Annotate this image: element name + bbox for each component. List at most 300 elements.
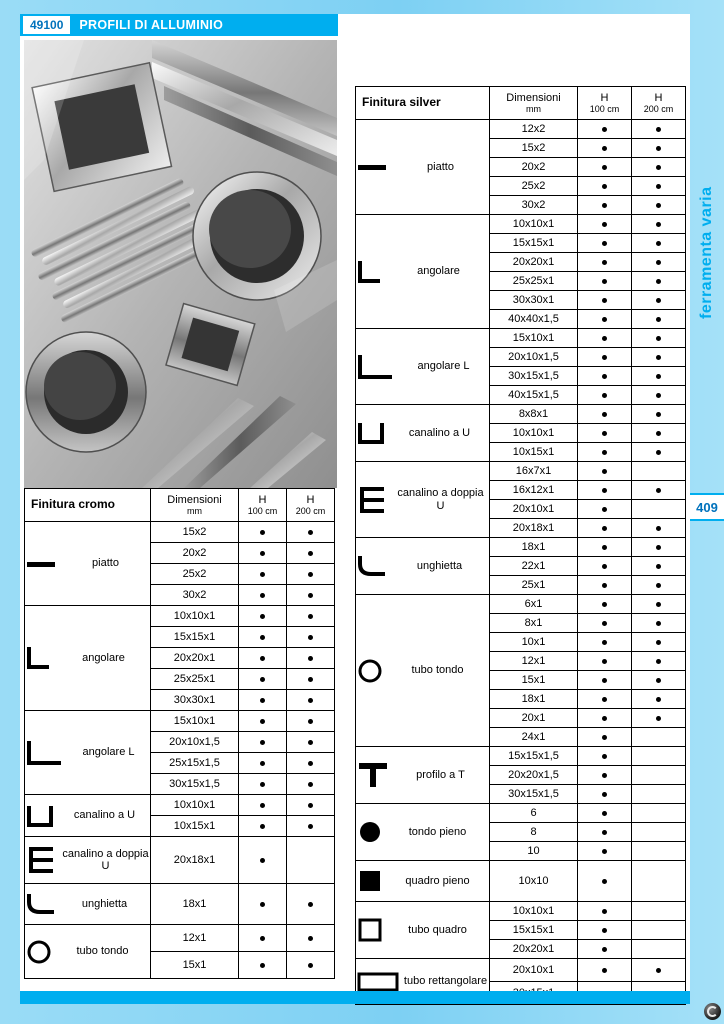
publisher-logo bbox=[704, 1003, 721, 1020]
h100-cell bbox=[578, 690, 632, 709]
availability-dot bbox=[656, 526, 661, 531]
profile-group-canalino-doppia-u bbox=[25, 837, 151, 884]
h200-cell bbox=[287, 925, 335, 952]
dimension-value: 20x10x1 bbox=[490, 500, 578, 519]
availability-dot bbox=[602, 336, 607, 341]
dimension-value: 15x1 bbox=[151, 952, 239, 979]
availability-dot bbox=[602, 879, 607, 884]
dimension-value: 10x10x1 bbox=[490, 902, 578, 921]
profile-group-unghietta bbox=[25, 884, 151, 925]
h100-cell bbox=[578, 902, 632, 921]
angolare-icon bbox=[356, 259, 386, 285]
profile-group-tubo-tondo bbox=[25, 925, 151, 979]
h100-cell bbox=[578, 367, 632, 386]
h100-cell bbox=[578, 405, 632, 424]
h200-cell bbox=[632, 633, 686, 652]
header-unit: 100 cm bbox=[589, 103, 620, 114]
dimension-value: 24x1 bbox=[490, 728, 578, 747]
availability-dot bbox=[260, 593, 265, 598]
availability-dot bbox=[602, 602, 607, 607]
h100-cell bbox=[239, 711, 287, 732]
header-label: H bbox=[306, 493, 315, 506]
availability-dot bbox=[656, 678, 661, 683]
h200-header bbox=[632, 87, 686, 120]
table-header-row bbox=[356, 87, 686, 120]
availability-dot bbox=[602, 526, 607, 531]
dimension-value: 15x15x1 bbox=[490, 234, 578, 253]
header-unit: mm bbox=[526, 103, 541, 114]
h100-cell bbox=[578, 329, 632, 348]
h200-cell bbox=[632, 538, 686, 557]
dimension-value: 15x2 bbox=[151, 522, 239, 543]
h200-cell bbox=[632, 500, 686, 519]
availability-dot bbox=[602, 450, 607, 455]
h200-cell bbox=[632, 557, 686, 576]
availability-dot bbox=[260, 936, 265, 941]
h200-cell bbox=[632, 959, 686, 982]
h200-cell bbox=[632, 519, 686, 538]
h200-cell bbox=[632, 405, 686, 424]
unghietta-icon bbox=[356, 553, 388, 579]
dimension-value: 18x1 bbox=[490, 690, 578, 709]
h100-cell bbox=[239, 925, 287, 952]
h200-cell bbox=[632, 940, 686, 959]
h200-cell bbox=[632, 367, 686, 386]
availability-dot bbox=[308, 803, 313, 808]
dimension-value: 15x15x1 bbox=[490, 921, 578, 940]
availability-dot bbox=[656, 621, 661, 626]
h100-cell bbox=[578, 500, 632, 519]
dimension-value: 40x15x1,5 bbox=[490, 386, 578, 405]
h100-cell bbox=[239, 606, 287, 627]
availability-dot bbox=[308, 656, 313, 661]
availability-dot bbox=[602, 165, 607, 170]
category-sidebar-label: ferramenta varia bbox=[698, 186, 715, 319]
availability-dot bbox=[602, 909, 607, 914]
h200-cell bbox=[287, 627, 335, 648]
h100-cell bbox=[578, 557, 632, 576]
profile-label: angolare L bbox=[417, 360, 470, 373]
availability-dot bbox=[656, 336, 661, 341]
header-label: H bbox=[654, 91, 663, 104]
dimension-value: 20x18x1 bbox=[490, 519, 578, 538]
h100-cell bbox=[578, 785, 632, 804]
availability-dot bbox=[656, 968, 661, 973]
dimension-value: 15x10x1 bbox=[490, 329, 578, 348]
profile-label: tubo rettangolare bbox=[403, 975, 488, 988]
h200-cell bbox=[287, 837, 335, 884]
h200-cell bbox=[632, 177, 686, 196]
dimension-value: 20x2 bbox=[151, 543, 239, 564]
availability-dot bbox=[260, 782, 265, 787]
angolare-icon bbox=[25, 645, 55, 671]
header-unit: 100 cm bbox=[247, 505, 278, 516]
h100-cell bbox=[239, 627, 287, 648]
availability-dot bbox=[260, 635, 265, 640]
availability-dot bbox=[260, 614, 265, 619]
availability-dot bbox=[308, 963, 313, 968]
dimension-value: 20x10x1 bbox=[490, 959, 578, 982]
profile-label: canalino a U bbox=[73, 809, 136, 822]
dimension-value: 15x15x1,5 bbox=[490, 747, 578, 766]
availability-dot bbox=[260, 698, 265, 703]
table-row bbox=[25, 711, 335, 732]
h200-cell bbox=[287, 952, 335, 979]
availability-dot bbox=[602, 260, 607, 265]
h200-cell bbox=[287, 564, 335, 585]
h200-cell bbox=[287, 795, 335, 816]
h100-cell bbox=[239, 732, 287, 753]
availability-dot bbox=[260, 719, 265, 724]
h200-cell bbox=[632, 842, 686, 861]
availability-dot bbox=[656, 564, 661, 569]
availability-dot bbox=[656, 697, 661, 702]
h200-cell bbox=[287, 732, 335, 753]
dimension-value: 30x15x1,5 bbox=[490, 367, 578, 386]
canalino-doppia-u-icon bbox=[356, 485, 390, 515]
dimension-value: 25x2 bbox=[151, 564, 239, 585]
table-row bbox=[356, 861, 686, 902]
dimension-value: 20x10x1,5 bbox=[490, 348, 578, 367]
table-row bbox=[356, 959, 686, 982]
table-title-cromo: Finitura cromo bbox=[25, 489, 151, 522]
availability-dot bbox=[602, 621, 607, 626]
profile-label: canalino a U bbox=[408, 426, 471, 439]
h100-cell bbox=[578, 652, 632, 671]
availability-dot bbox=[656, 298, 661, 303]
availability-dot bbox=[602, 754, 607, 759]
availability-dot bbox=[656, 412, 661, 417]
piatto-icon bbox=[25, 553, 59, 575]
dimension-value: 15x10x1 bbox=[151, 711, 239, 732]
header-unit: mm bbox=[187, 505, 202, 516]
page-number: 409 bbox=[690, 493, 724, 521]
h100-cell bbox=[239, 774, 287, 795]
dimension-value: 30x15x1,5 bbox=[490, 785, 578, 804]
availability-dot bbox=[602, 773, 607, 778]
dimension-value: 20x20x1,5 bbox=[490, 766, 578, 785]
dimension-value: 20x18x1 bbox=[151, 837, 239, 884]
availability-dot bbox=[656, 583, 661, 588]
dimension-value: 20x20x1 bbox=[490, 253, 578, 272]
dimension-value: 10x10 bbox=[490, 861, 578, 902]
h200-cell bbox=[632, 215, 686, 234]
profile-group-angolare-l bbox=[25, 711, 151, 795]
availability-dot bbox=[656, 450, 661, 455]
page-title: PROFILI DI ALLUMINIO bbox=[79, 18, 224, 32]
h200-cell bbox=[632, 747, 686, 766]
h200-cell bbox=[632, 595, 686, 614]
dimension-value: 10x15x1 bbox=[151, 816, 239, 837]
table-row bbox=[356, 405, 686, 424]
dimension-value: 20x20x1 bbox=[490, 940, 578, 959]
availability-dot bbox=[656, 488, 661, 493]
profile-group-tubo-quadro bbox=[356, 902, 490, 959]
table-row bbox=[25, 795, 335, 816]
availability-dot bbox=[656, 165, 661, 170]
h100-cell bbox=[239, 837, 287, 884]
dimension-value: 25x2 bbox=[490, 177, 578, 196]
aluminum-profiles-photo-svg bbox=[24, 40, 337, 488]
article-code: 49100 bbox=[23, 16, 70, 34]
header-label: Dimensioni bbox=[506, 91, 561, 104]
availability-dot bbox=[656, 716, 661, 721]
h200-cell bbox=[287, 884, 335, 925]
tubo-tondo-icon bbox=[356, 657, 384, 685]
table-row bbox=[25, 925, 335, 952]
dimension-value: 30x30x1 bbox=[151, 690, 239, 711]
dimension-value: 10x1 bbox=[490, 633, 578, 652]
h100-cell bbox=[578, 709, 632, 728]
h100-cell bbox=[239, 816, 287, 837]
h100-cell bbox=[578, 823, 632, 842]
finitura-silver-table bbox=[355, 86, 686, 1005]
table-row bbox=[356, 538, 686, 557]
header-unit: 200 cm bbox=[643, 103, 674, 114]
h100-cell bbox=[578, 139, 632, 158]
availability-dot bbox=[308, 761, 313, 766]
dimension-value: 25x15x1,5 bbox=[151, 753, 239, 774]
h200-cell bbox=[632, 614, 686, 633]
availability-dot bbox=[602, 735, 607, 740]
h100-cell bbox=[578, 443, 632, 462]
h100-cell bbox=[239, 585, 287, 606]
h200-cell bbox=[287, 606, 335, 627]
availability-dot bbox=[656, 279, 661, 284]
h100-cell bbox=[578, 940, 632, 959]
canalino-u-icon bbox=[25, 803, 57, 829]
h100-cell bbox=[239, 564, 287, 585]
h200-cell bbox=[632, 804, 686, 823]
header-label: H bbox=[258, 493, 267, 506]
availability-dot bbox=[602, 928, 607, 933]
availability-dot bbox=[602, 968, 607, 973]
table-row bbox=[356, 215, 686, 234]
availability-dot bbox=[602, 545, 607, 550]
header-label: H bbox=[600, 91, 609, 104]
h200-cell bbox=[632, 921, 686, 940]
h100-cell bbox=[578, 291, 632, 310]
availability-dot bbox=[656, 393, 661, 398]
availability-dot bbox=[308, 593, 313, 598]
profile-group-tubo-tondo bbox=[356, 595, 490, 747]
dimension-value: 6 bbox=[490, 804, 578, 823]
profile-group-canalino-u bbox=[356, 405, 490, 462]
dimension-value: 16x7x1 bbox=[490, 462, 578, 481]
dimension-value: 25x25x1 bbox=[151, 669, 239, 690]
h100-cell bbox=[578, 253, 632, 272]
dimensioni-header bbox=[490, 87, 578, 120]
availability-dot bbox=[308, 614, 313, 619]
availability-dot bbox=[602, 716, 607, 721]
availability-dot bbox=[656, 184, 661, 189]
availability-dot bbox=[308, 530, 313, 535]
tubo-rettangolare-icon bbox=[356, 970, 400, 994]
profile-group-unghietta bbox=[356, 538, 490, 595]
dimension-value: 8x8x1 bbox=[490, 405, 578, 424]
table-row bbox=[25, 837, 335, 884]
bottom-accent-bar bbox=[20, 991, 690, 1004]
h100-cell bbox=[239, 543, 287, 564]
tubo-tondo-icon bbox=[25, 938, 53, 966]
h100-cell bbox=[578, 462, 632, 481]
logo-c-mark bbox=[707, 1006, 718, 1017]
availability-dot bbox=[656, 241, 661, 246]
availability-dot bbox=[602, 507, 607, 512]
availability-dot bbox=[656, 374, 661, 379]
profile-label: tubo tondo bbox=[76, 945, 129, 958]
profile-group-quadro-pieno bbox=[356, 861, 490, 902]
h100-header bbox=[578, 87, 632, 120]
tubo-quadro-icon bbox=[356, 916, 384, 944]
finitura-cromo-table bbox=[24, 488, 335, 979]
availability-dot bbox=[260, 858, 265, 863]
table-row bbox=[356, 595, 686, 614]
h200-cell bbox=[632, 481, 686, 500]
h100-cell bbox=[239, 795, 287, 816]
h100-cell bbox=[578, 747, 632, 766]
table-row bbox=[25, 884, 335, 925]
h100-cell bbox=[578, 386, 632, 405]
h100-cell bbox=[578, 215, 632, 234]
angolare-l-icon bbox=[25, 739, 65, 767]
profile-label: piatto bbox=[427, 160, 454, 173]
header-unit: 200 cm bbox=[295, 505, 326, 516]
dimension-value: 10x10x1 bbox=[151, 795, 239, 816]
aluminum-profiles-photo bbox=[24, 40, 337, 488]
availability-dot bbox=[602, 241, 607, 246]
availability-dot bbox=[260, 551, 265, 556]
h100-cell bbox=[578, 519, 632, 538]
h100-cell bbox=[578, 804, 632, 823]
dimension-value: 20x1 bbox=[490, 709, 578, 728]
h200-cell bbox=[632, 766, 686, 785]
availability-dot bbox=[260, 740, 265, 745]
h200-cell bbox=[632, 785, 686, 804]
h100-cell bbox=[578, 538, 632, 557]
profile-group-canalino-u bbox=[25, 795, 151, 837]
dimension-value: 22x1 bbox=[490, 557, 578, 576]
h100-cell bbox=[578, 120, 632, 139]
h100-cell bbox=[239, 753, 287, 774]
availability-dot bbox=[656, 127, 661, 132]
availability-dot bbox=[602, 583, 607, 588]
h100-cell bbox=[578, 614, 632, 633]
h200-cell bbox=[632, 652, 686, 671]
table-row bbox=[356, 747, 686, 766]
angolare-l-icon bbox=[356, 353, 396, 381]
availability-dot bbox=[308, 782, 313, 787]
availability-dot bbox=[602, 947, 607, 952]
h100-cell bbox=[239, 648, 287, 669]
profile-group-angolare bbox=[356, 215, 490, 329]
quadro-pieno-icon bbox=[356, 867, 384, 895]
h100-cell bbox=[578, 177, 632, 196]
availability-dot bbox=[656, 602, 661, 607]
table-row bbox=[25, 522, 335, 543]
availability-dot bbox=[602, 792, 607, 797]
availability-dot bbox=[602, 431, 607, 436]
h100-cell bbox=[239, 690, 287, 711]
availability-dot bbox=[602, 697, 607, 702]
h200-cell bbox=[287, 816, 335, 837]
h200-cell bbox=[632, 310, 686, 329]
h100-cell bbox=[578, 272, 632, 291]
h100-cell bbox=[239, 884, 287, 925]
availability-dot bbox=[602, 488, 607, 493]
dimension-value: 30x30x1 bbox=[490, 291, 578, 310]
profile-label: tondo pieno bbox=[408, 825, 467, 838]
dimension-value: 12x1 bbox=[151, 925, 239, 952]
profile-label: unghietta bbox=[81, 897, 128, 910]
h200-cell bbox=[632, 690, 686, 709]
unghietta-icon bbox=[25, 891, 57, 917]
availability-dot bbox=[260, 656, 265, 661]
h100-cell bbox=[578, 633, 632, 652]
availability-dot bbox=[260, 572, 265, 577]
dimension-value: 18x1 bbox=[151, 884, 239, 925]
h100-cell bbox=[578, 766, 632, 785]
dimension-value: 30x15x1,5 bbox=[151, 774, 239, 795]
dimension-value: 20x10x1,5 bbox=[151, 732, 239, 753]
dimension-value: 40x40x1,5 bbox=[490, 310, 578, 329]
h200-cell bbox=[632, 386, 686, 405]
table-row bbox=[25, 606, 335, 627]
profilo-t-icon bbox=[356, 760, 390, 790]
h100-cell bbox=[239, 522, 287, 543]
h200-header bbox=[287, 489, 335, 522]
availability-dot bbox=[602, 298, 607, 303]
availability-dot bbox=[308, 635, 313, 640]
availability-dot bbox=[602, 184, 607, 189]
profile-label: tubo tondo bbox=[411, 664, 464, 677]
availability-dot bbox=[308, 551, 313, 556]
dimension-value: 15x1 bbox=[490, 671, 578, 690]
dimension-value: 10x10x1 bbox=[490, 424, 578, 443]
availability-dot bbox=[308, 572, 313, 577]
availability-dot bbox=[602, 564, 607, 569]
dimension-value: 15x15x1 bbox=[151, 627, 239, 648]
availability-dot bbox=[602, 355, 607, 360]
h100-cell bbox=[578, 842, 632, 861]
dimension-value: 16x12x1 bbox=[490, 481, 578, 500]
availability-dot bbox=[602, 393, 607, 398]
availability-dot bbox=[602, 279, 607, 284]
canalino-doppia-u-icon bbox=[25, 845, 59, 875]
table-header-row bbox=[25, 489, 335, 522]
profile-label: quadro pieno bbox=[405, 874, 470, 887]
h200-cell bbox=[632, 253, 686, 272]
profile-group-canalino-doppia-u bbox=[356, 462, 490, 538]
profile-label: angolare L bbox=[82, 746, 135, 759]
h100-cell bbox=[578, 595, 632, 614]
dimension-value: 10x15x1 bbox=[490, 443, 578, 462]
availability-dot bbox=[602, 317, 607, 322]
availability-dot bbox=[602, 127, 607, 132]
profile-group-piatto bbox=[25, 522, 151, 606]
h100-cell bbox=[578, 196, 632, 215]
availability-dot bbox=[308, 936, 313, 941]
dimension-value: 10x10x1 bbox=[151, 606, 239, 627]
h100-cell bbox=[578, 671, 632, 690]
availability-dot bbox=[602, 203, 607, 208]
h200-cell bbox=[632, 728, 686, 747]
dimension-value: 10 bbox=[490, 842, 578, 861]
profile-label: angolare bbox=[417, 265, 460, 278]
content-area bbox=[20, 14, 690, 1004]
availability-dot bbox=[602, 469, 607, 474]
profile-label: tubo quadro bbox=[408, 923, 467, 936]
